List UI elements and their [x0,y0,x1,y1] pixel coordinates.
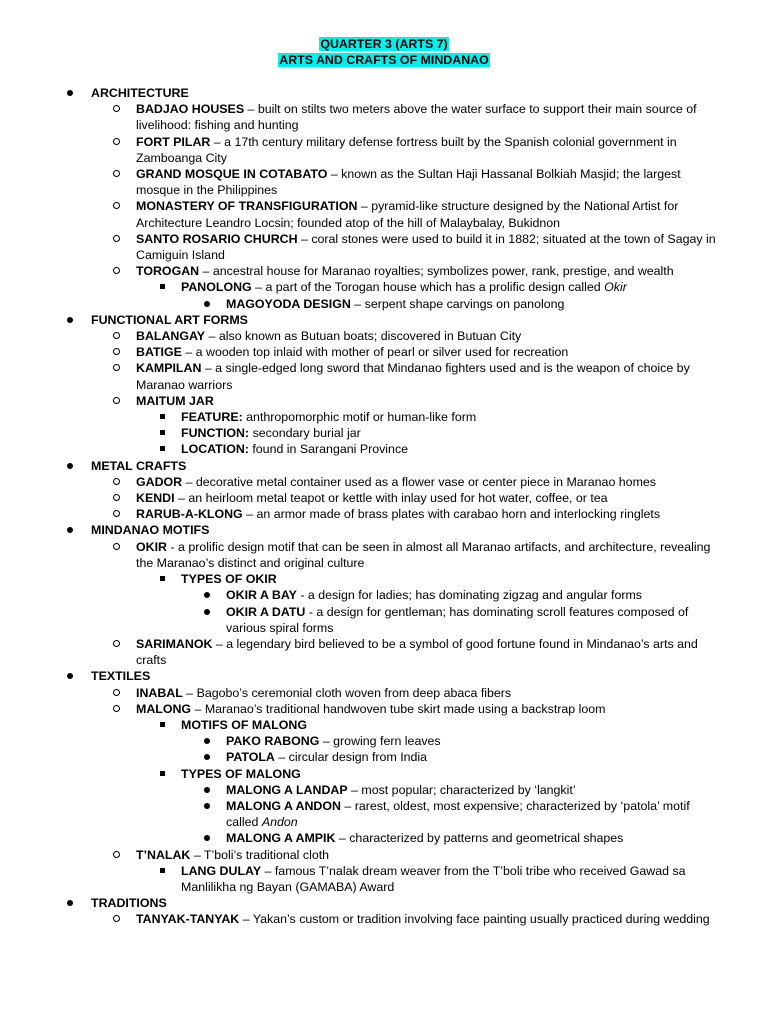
square-bullet-icon [160,446,165,451]
square-bullet-icon [160,430,165,435]
item-term: T’NALAK [136,847,191,862]
item-term: FEATURE: [181,410,243,425]
disc-bullet-icon [204,803,210,809]
item-description: – a wooden top inlaid with mother of pearl or silver used for recreation [181,345,569,360]
square-bullet-icon [160,284,165,289]
item-term: SANTO ROSARIO CHURCH [136,231,298,246]
subtopic-item [0,863,768,895]
topic-item [0,474,768,490]
item-description: – most popular; characterized by ‘langkit’ [347,782,576,797]
item-description: – a single-edged long sword that Mindanao fighters used and is the weapon of choice by Maranao warriors [136,361,690,392]
circle-bullet-icon [113,364,120,371]
item-description: found in Sarangani Province [248,442,409,457]
section-heading [0,85,768,101]
item-term: ARCHITECTURE [91,86,189,100]
item-description: - a prolific design motif that can be seen in almost all Maranao artifacts, and architecture, revealing the Maranao’s distinct and original culture [136,539,711,570]
item-italic-term: Andon [261,815,298,830]
item-term: PATOLA [226,750,275,765]
circle-bullet-icon [113,543,120,550]
item-description: – Yakan’s custom or tradition involving face painting usually practiced during wedding [239,912,710,927]
item-term: KENDI [136,491,175,506]
item-description: – known as the Sultan Haji Hassanal Bolkiah Masjid; the largest mosque in the Philippines [136,167,681,198]
disc-bullet-icon [67,673,73,679]
disc-bullet-icon [204,754,210,760]
document-title: ARTS AND CRAFTS OF MINDANAO [279,53,489,67]
item-description: - a design for ladies; has dominating zigzag and angular forms [296,588,642,603]
item-term: MAITUM JAR [136,393,214,408]
item-description: – decorative metal container used as a flower vase or center piece in Maranao homes [182,474,656,489]
detail-item [0,733,768,749]
item-term: GADOR [136,474,183,489]
item-term: LANG DULAY [181,863,262,878]
outline-list [0,85,768,928]
disc-bullet-icon [204,835,210,841]
item-term: PANOLONG [181,280,252,295]
section-heading [0,895,768,911]
item-description: – coral stones were used to build it in 1882; situated at the town of Sagay in Camiguin Island [136,231,716,263]
item-description: – ancestral house for Maranao royalties; symbolizes power, rank, prestige, and wealth [199,264,674,279]
circle-bullet-icon [113,138,120,145]
quarter-title: QUARTER 3 (ARTS 7) [320,37,448,51]
item-term: BALANGAY [136,329,206,344]
square-bullet-icon [160,576,165,581]
item-description: – an armor made of brass plates with carabao horn and interlocking ringlets [242,507,661,522]
topic-item [0,263,768,279]
square-bullet-icon [160,771,165,776]
item-description: anthropomorphic motif or human-like form [242,410,477,425]
item-term: OKIR [136,539,167,554]
item-description: – Maranao’s traditional handwoven tube skirt made using a backstrap loom [191,701,606,716]
item-term: MAGOYODA DESIGN [226,296,351,311]
item-description: – rarest, oldest, most expensive; characterized by ‘patola’ motif called [226,798,690,830]
item-term: LOCATION: [181,442,249,457]
item-term: TYPES OF MALONG [181,766,301,781]
item-description: – circular design from India [274,750,428,765]
item-term: SARIMANOK [136,636,213,651]
circle-bullet-icon [113,494,120,501]
item-term: MOTIFS OF MALONG [181,717,307,732]
item-description: – famous T’nalak dream weaver from the T’boli tribe who received Gawad sa Manlilikha ng Bayan (GAMABA) Award [181,863,686,894]
item-description: – built on stilts two meters above the water surface to support their main source of livelihood: fishing and hunting [136,102,697,133]
topic-item [0,393,768,409]
disc-bullet-icon [204,609,210,615]
item-description: – characterized by patterns and geometrical shapes [335,831,624,846]
topic-item [0,701,768,717]
topic-item [0,198,768,230]
circle-bullet-icon [113,478,120,485]
item-term: TEXTILES [91,669,151,684]
disc-bullet-icon [204,592,210,598]
subtopic-item [0,425,768,441]
topic-item [0,636,768,668]
disc-bullet-icon [67,900,73,906]
subtopic-item [0,279,768,295]
item-term: FUNCTIONAL ART FORMS [91,312,248,327]
detail-item [0,798,768,830]
subtopic-item [0,571,768,587]
disc-bullet-icon [67,90,73,96]
item-term: TOROGAN [136,264,200,279]
item-description: secondary burial jar [249,426,361,441]
circle-bullet-icon [113,915,120,922]
item-description: - a design for gentleman; has dominating scroll features composed of various spiral forms [226,604,689,635]
item-description: – a part of the Torogan house which has a prolific design called [251,280,605,295]
subtopic-item [0,409,768,425]
item-description: – T’boli’s traditional cloth [190,847,330,862]
detail-item [0,587,768,603]
topic-item [0,911,768,927]
disc-bullet-icon [204,738,210,744]
item-term: METAL CRAFTS [91,458,187,473]
circle-bullet-icon [113,689,120,696]
disc-bullet-icon [67,527,73,533]
item-description: – also known as Butuan boats; discovered in Butuan City [205,329,522,344]
item-term: TRADITIONS [91,896,167,911]
item-italic-term: Okir [604,280,627,295]
subtopic-item [0,766,768,782]
disc-bullet-icon [204,301,210,307]
item-term: MALONG A AMPIK [226,831,336,846]
section-heading [0,458,768,474]
item-term: TANYAK-TANYAK [136,912,240,927]
topic-item [0,685,768,701]
circle-bullet-icon [113,705,120,712]
item-term: MALONG A LANDAP [226,782,348,797]
item-term: TYPES OF OKIR [181,572,277,587]
item-term: KAMPILAN [136,361,202,376]
topic-item [0,166,768,198]
item-term: BATIGE [136,345,182,360]
circle-bullet-icon [113,851,120,858]
square-bullet-icon [160,414,165,419]
circle-bullet-icon [113,348,120,355]
section-heading [0,312,768,328]
item-term: FORT PILAR [136,134,211,149]
detail-item [0,296,768,312]
item-description: – growing fern leaves [319,734,441,749]
circle-bullet-icon [113,202,120,209]
square-bullet-icon [160,722,165,727]
item-term: INABAL [136,685,183,700]
item-description: – Bagobo’s ceremonial cloth woven from deep abaca fibers [182,685,512,700]
topic-item [0,490,768,506]
topic-item [0,539,768,571]
detail-item [0,604,768,636]
item-term: FUNCTION: [181,426,250,441]
item-description: – a 17th century military defense fortress built by the Spanish colonial government in Zamboanga City [136,134,677,165]
item-description: – an heirloom metal teapot or kettle with inlay used for hot water, coffee, or tea [174,491,608,506]
item-term: MONASTERY OF TRANSFIGURATION [136,199,358,214]
topic-item [0,101,768,133]
topic-item [0,231,768,263]
section-heading [0,522,768,538]
subtopic-item [0,441,768,457]
item-term: MINDANAO MOTIFS [91,523,210,538]
item-term: BADJAO HOUSES [136,102,245,117]
circle-bullet-icon [113,235,120,242]
topic-item [0,328,768,344]
topic-item [0,134,768,166]
circle-bullet-icon [113,640,120,647]
item-term: GRAND MOSQUE IN COTABATO [136,167,328,182]
circle-bullet-icon [113,397,120,404]
item-term: OKIR A BAY [226,588,297,603]
subtopic-item [0,717,768,733]
topic-item [0,344,768,360]
detail-item [0,782,768,798]
circle-bullet-icon [113,105,120,112]
section-heading [0,668,768,684]
topic-item [0,506,768,522]
item-term: MALONG [136,701,192,716]
item-description: – serpent shape carvings on panolong [350,296,565,311]
item-term: MALONG A ANDON [226,798,341,813]
square-bullet-icon [160,868,165,873]
circle-bullet-icon [113,170,120,177]
detail-item [0,749,768,765]
disc-bullet-icon [67,463,73,469]
circle-bullet-icon [113,332,120,339]
document-header [0,36,768,68]
circle-bullet-icon [113,510,120,517]
item-term: RARUB-A-KLONG [136,507,243,522]
circle-bullet-icon [113,267,120,274]
topic-item [0,360,768,392]
item-term: OKIR A DATU [226,604,306,619]
detail-item [0,830,768,846]
item-term: PAKO RABONG [226,734,320,749]
disc-bullet-icon [204,787,210,793]
disc-bullet-icon [67,317,73,323]
item-description: – a legendary bird believed to be a symbol of good fortune found in Mindanao’s arts and crafts [136,636,698,668]
topic-item [0,847,768,863]
item-description: – pyramid-like structure designed by the National Artist for Architecture Leandro Locsin; founded atop of the hill of Malaybalay, Bukidnon [136,199,679,230]
